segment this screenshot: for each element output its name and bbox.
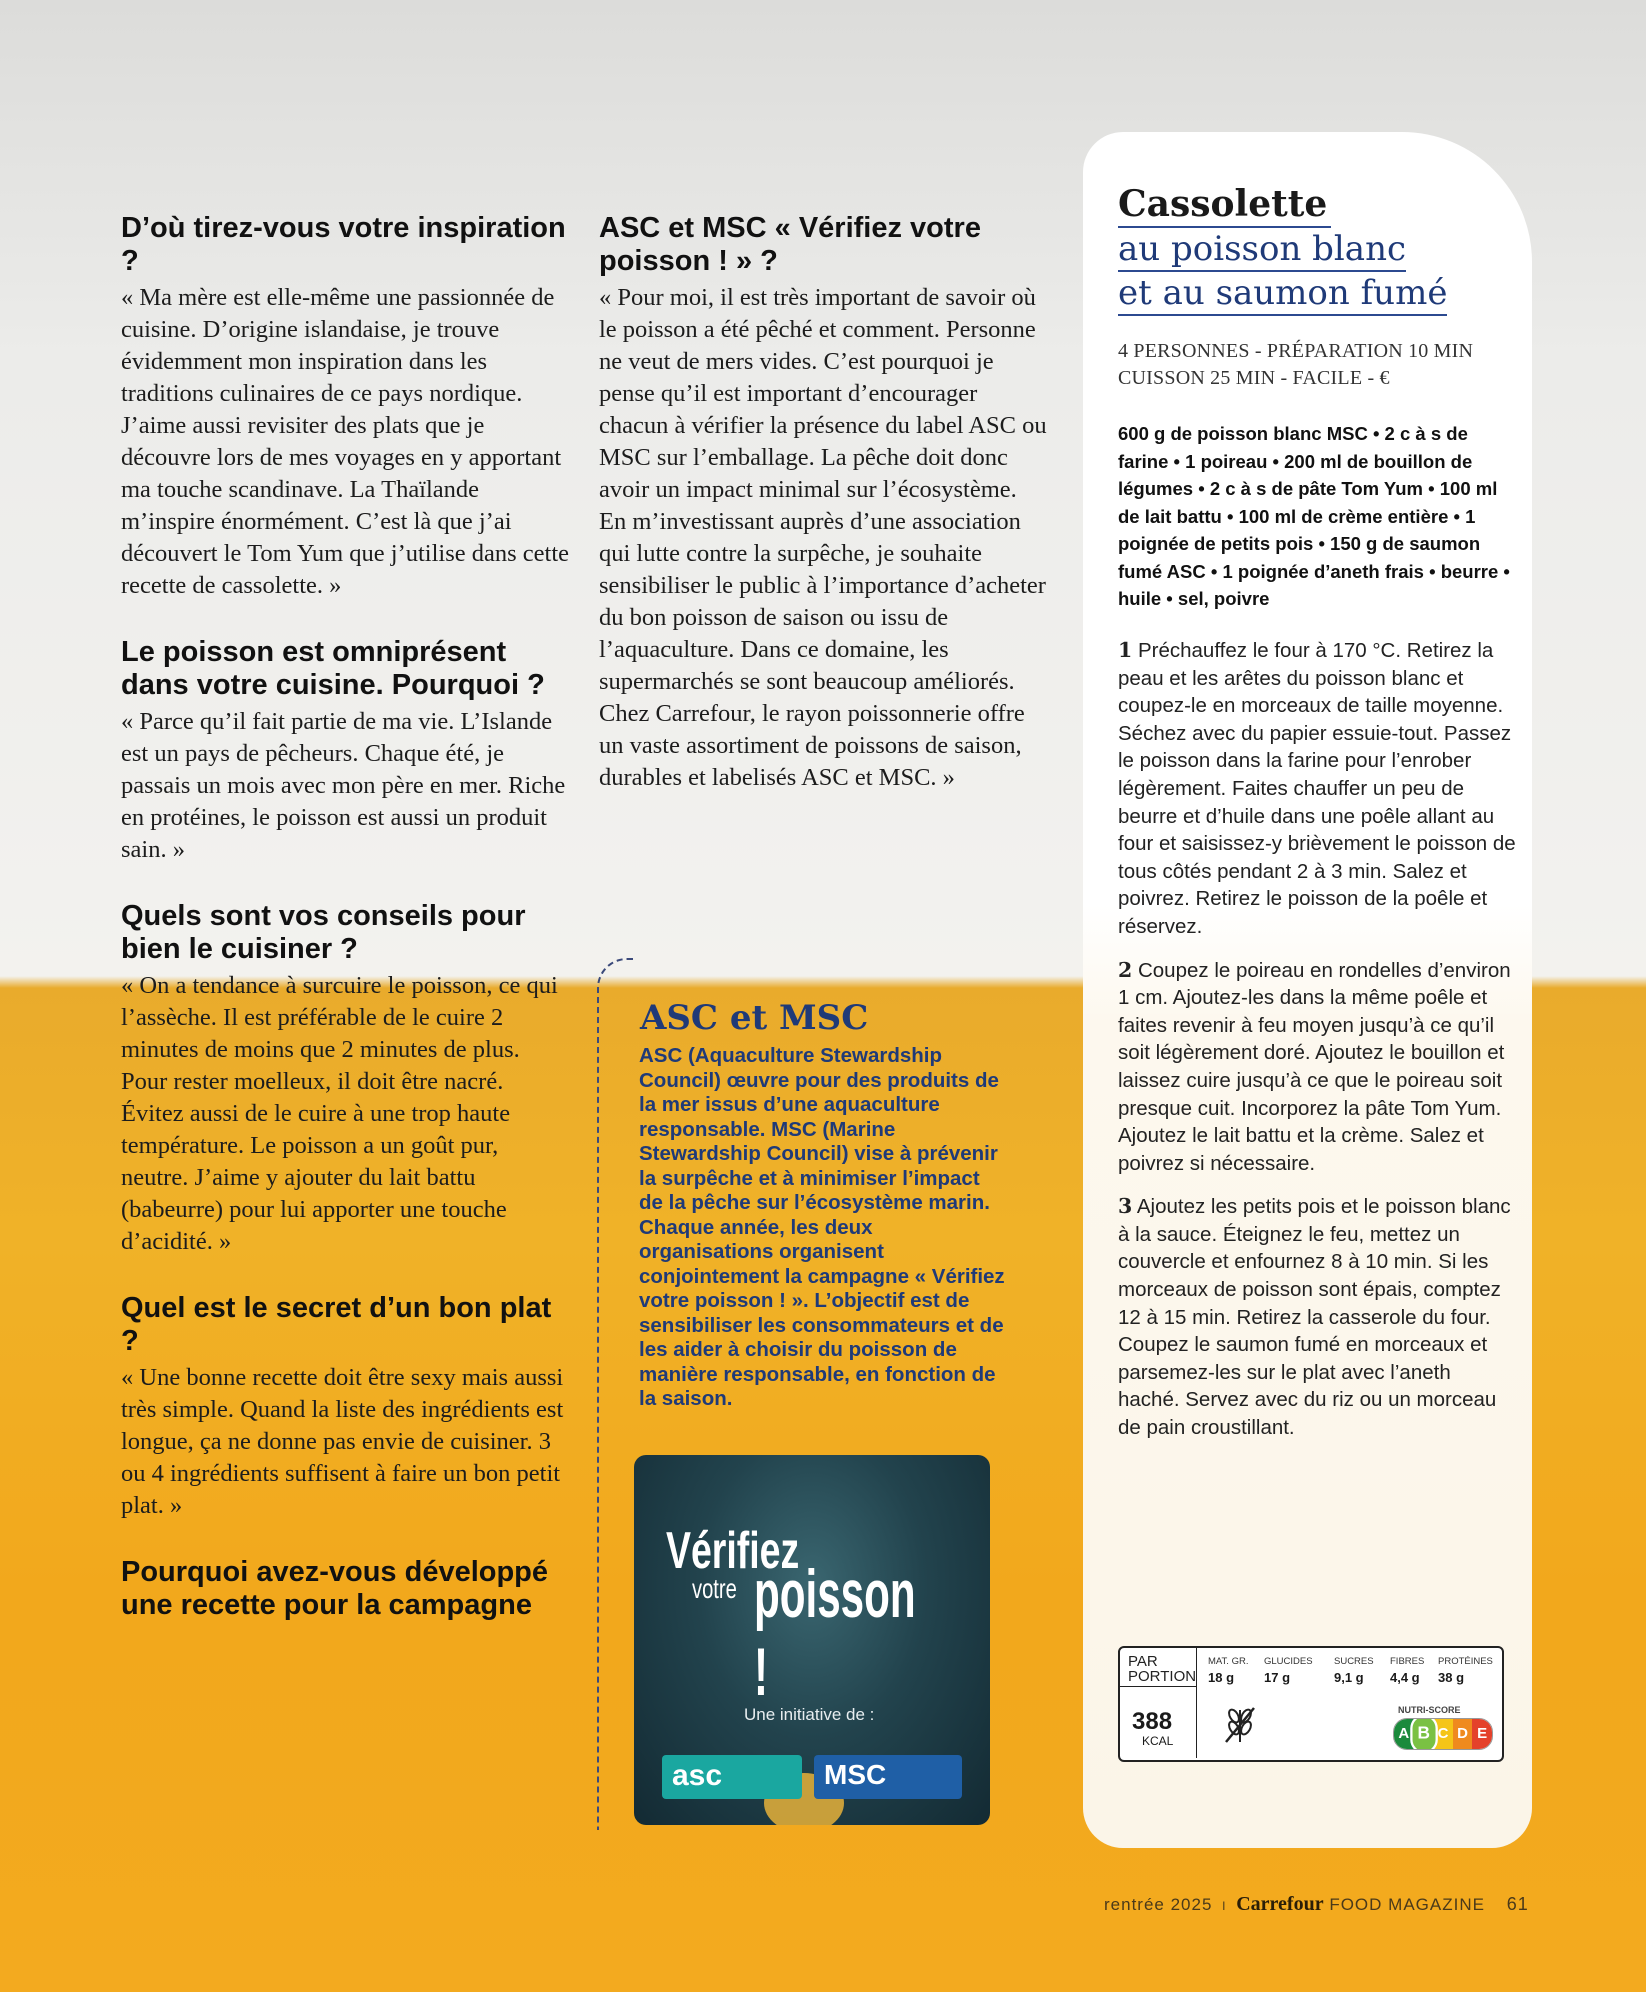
kcal-value: 388: [1132, 1708, 1173, 1735]
nutrient-sugars: SUCRES 9,1 g: [1334, 1656, 1374, 1685]
nutriscore-letter: C: [1433, 1719, 1453, 1749]
msc-logo: MSC: [814, 1755, 962, 1799]
recipe-steps: [1118, 637, 1516, 1458]
dashed-frame: [597, 958, 633, 1830]
recipe-step: 1 Préchauffez le four à 170 °C. Retirez la peau et les arêtes du poisson blanc et coupez-le en morceaux de taille moyenne. Séchez avec du papier essuie-tout. Passez le poisson dans la farine pour l’enrober légèrement. Faites chauffer un peu de beurre et d’huile dans une poêle allant au four et saisissez-y brièvement le poisson de tous côtés pendant 2 à 3 min. Salez et poivrez. Retirez le poisson de la poêle et réservez.: [1118, 638, 1516, 938]
question-heading: Quel est le secret d’un bon plat ?: [121, 1292, 552, 1357]
nutrient-carbs: GLUCIDES 17 g: [1264, 1656, 1313, 1685]
nutriscore-letter: A: [1394, 1719, 1414, 1749]
issue-label: rentrée 2025: [1104, 1895, 1213, 1914]
recipe-ingredients: 600 g de poisson blanc MSC • 2 c à s de farine • 1 poireau • 200 ml de bouillon de légumes • 2 c à s de pâte Tom Yum • 100 ml de lait battu • 100 ml de crème entière • 1 poignée de petits pois • 150 g de saumon fumé ASC • 1 poignée d’aneth frais • beurre • huile • sel, poivre: [1118, 423, 1510, 609]
divider: [1120, 1686, 1196, 1687]
asc-box-title: ASC et MSC: [640, 998, 869, 1038]
campaign-poster-image: [634, 1455, 990, 1825]
nutrient-fibres: FIBRES 4,4 g: [1390, 1656, 1425, 1685]
kcal-unit: KCAL: [1142, 1734, 1174, 1748]
page-number: 61: [1506, 1894, 1529, 1914]
question-heading: Le poisson est omniprésent dans votre cuisine. Pourquoi ?: [121, 636, 545, 701]
nutriscore-letter: E: [1472, 1719, 1492, 1749]
question-heading: Pourquoi avez-vous développé une recette pour la campagne: [121, 1556, 549, 1621]
nutrient-proteins: PROTÉINES 38 g: [1438, 1656, 1493, 1685]
recipe-title-line1: Cassolette: [1118, 182, 1331, 228]
footer-separator: I: [1222, 1899, 1227, 1913]
nutriscore-letter: D: [1453, 1719, 1473, 1749]
qa-section: [121, 900, 571, 1258]
nutriscore-badge: [1393, 1718, 1493, 1750]
qa-section: [121, 212, 571, 602]
answer-text: « Ma mère est elle-même une passionnée de cuisine. D’origine islandaise, je trouve évidemment mon inspiration dans les traditions culinaires de ce pays nordique. J’aime aussi revisiter des plats que je découvre lors de mes voyages en y apportant ma touche scandinave. La Thaïlande m’inspire énormément. C’est là que j’ai découvert le Tom Yum que j’utilise dans cette recette de cassolette. »: [121, 284, 570, 599]
recipe-title-line3: et au saumon fumé: [1118, 272, 1447, 316]
qa-section: [121, 1556, 571, 1622]
page-footer: [1104, 1893, 1529, 1916]
nutriscore-label: NUTRI-SCORE: [1398, 1705, 1461, 1715]
qa-section: [121, 636, 571, 866]
question-heading: ASC et MSC « Vérifiez votre poisson ! » ?: [599, 212, 981, 277]
answer-text: « Pour moi, il est très important de savoir où le poisson a été pêché et comment. Personne ne veut de mers vides. C’est pourquoi je pense qu’il est important d’encourager chacun à vérifier la présence du label ASC ou MSC sur l’emballage. La pêche doit donc avoir un impact minimal sur l’écosystème. En m’investissant auprès d’une association qui lutte contre la surpêche, je souhaite sensibiliser le public à l’importance d’acheter du bon poisson de saison ou issu de l’aquaculture. Dans ce domaine, les supermarchés se sont beaucoup améliorés. Chez Carrefour, le rayon poissonnerie offre un vaste assortiment de poissons de saison, durables et labelisés ASC et MSC. »: [599, 284, 1047, 791]
poster-initiative: Une initiative de :: [744, 1705, 875, 1724]
qa-section: [599, 212, 1049, 794]
per-portion-label: PAR PORTION: [1128, 1653, 1197, 1685]
gluten-free-icon: [1220, 1702, 1260, 1755]
nutrient-fat: MAT. GR. 18 g: [1208, 1656, 1249, 1685]
poster-line2: votre: [692, 1573, 737, 1604]
poster-line1: Vérifiez: [666, 1522, 800, 1580]
asc-logo: asc: [662, 1755, 802, 1799]
recipe-title: [1118, 182, 1518, 316]
nutriscore-letter: B: [1412, 1718, 1435, 1750]
question-heading: Quels sont vos conseils pour bien le cuisiner ?: [121, 900, 526, 965]
magazine-name: FOOD MAGAZINE: [1329, 1895, 1485, 1914]
qa-section: [121, 1292, 571, 1522]
recipe-step: 3 Ajoutez les petits pois et le poisson blanc à la sauce. Éteignez le feu, mettez un couvercle et enfournez 8 à 10 min. Si les morceaux de poisson sont épais, comptez 12 à 15 min. Retirez la casserole du four. Coupez le saumon fumé en morceaux et parsemez-les sur le plat avec l’aneth haché. Servez avec du riz ou un morceau de pain croustillant.: [1118, 1194, 1511, 1440]
asc-box-text: ASC (Aquaculture Stewardship Council) œuvre pour des produits de la mer issus d’une aquaculture responsable. MSC (Marine Stewardship Council) vise à prévenir la surpêche et à minimiser l’impact de la pêche sur l’écosystème marin. Chaque année, les deux organisations organisent conjointement la campagne « Vérifiez votre poisson ! ». L’objectif est de sensibiliser les consommateurs et de les aider à choisir du poisson de manière responsable, en fonction de la saison.: [639, 1044, 1005, 1410]
interview-column-2: [599, 212, 1049, 828]
poster-line3: poisson !: [754, 1556, 916, 1710]
question-heading: D’où tirez-vous votre inspiration ?: [121, 212, 566, 277]
brand-name: Carrefour: [1236, 1893, 1324, 1915]
recipe-step: 2 Coupez le poireau en rondelles d’environ 1 cm. Ajoutez-les dans la même poêle et faites revenir à feu moyen jusqu’à ce qu’il soit légèrement doré. Ajoutez le bouillon et laissez cuire jusqu’à ce que le poireau soit presque cuit. Incorporez la pâte Tom Yum. Ajoutez le lait battu et la crème. Salez et poivrez si nécessaire.: [1118, 957, 1511, 1175]
nutrition-panel: [1118, 1646, 1504, 1762]
recipe-meta-line2: CUISSON 25 MIN - FACILE - €: [1118, 367, 1390, 389]
interview-column-1: [121, 212, 571, 1656]
divider: [1196, 1648, 1197, 1758]
answer-text: « Une bonne recette doit être sexy mais aussi très simple. Quand la liste des ingrédients est longue, ça ne donne pas envie de cuisiner. 3 ou 4 ingrédients suffisent à faire un bon petit plat. »: [121, 1364, 564, 1519]
answer-text: « On a tendance à surcuire le poisson, ce qui l’assèche. Il est préférable de le cuire 2 minutes de moins que 2 minutes de plus. Pour rester moelleux, il doit être nacré. Évitez aussi de le cuire à une trop haute température. Le poisson a un goût pur, neutre. J’aime y ajouter du lait battu (babeurre) pour lui apporter une touche d’acidité. »: [121, 972, 558, 1255]
recipe-meta: [1118, 338, 1518, 392]
recipe-title-line2: au poisson blanc: [1118, 228, 1406, 272]
recipe-meta-line1: 4 PERSONNES - PRÉPARATION 10 MIN: [1118, 340, 1474, 362]
answer-text: « Parce qu’il fait partie de ma vie. L’Islande est un pays de pêcheurs. Chaque été, je passais un mois avec mon père en mer. Riche en protéines, le poisson est aussi un produit sain. »: [121, 708, 566, 863]
